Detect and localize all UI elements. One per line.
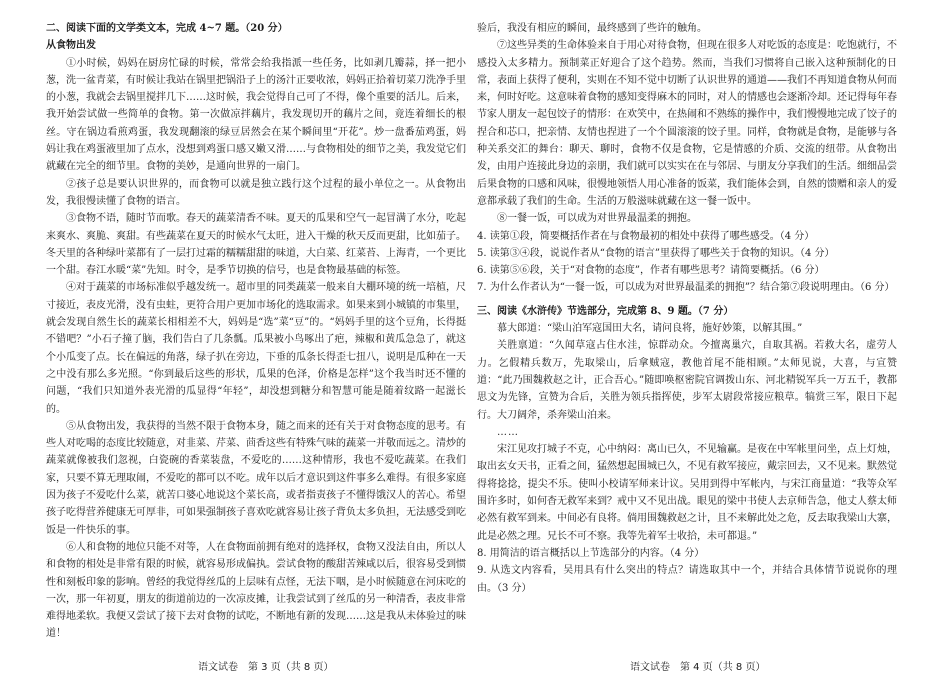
question-6: 6. 读第⑤⑥段，关于“对食物的态度”，作者有哪些思考？请简要概括。（6 分） xyxy=(477,265,825,277)
excerpt-paragraph-2: 关胜禀道：“久闻草寇占住水洼，惊群动众。今擅离巢穴，自取其祸。若救大名，虚劳人力。乞假精兵数万，先取梁山，后拿贼寇，教他首尾不能相顾。”太师见说，大喜，与宣赞道：“此乃围魏救赵之计，正合吾心。”随即唤枢密院官调拨山东、河北精锐军兵一万五千，教都思文为先锋，宣赞为合后，关胜为领兵指挥使，步军太尉段常接应粮草。犒赏三军，限日下起行。大刀阔斧，杀奔梁山泊来。 xyxy=(477,340,897,421)
paragraph-7: ⑦这些异类的生命体验来自于用心对待食物，但现在很多人对吃饭的态度是：吃饱就行，不感投入太多精力。预制菜正好迎合了这个趋势。然而，当我们习惯将自己嵌入这种预制化的日常，表面上获得了便利，实则在不知不觉中切断了认识世界的通道——我们不再知道食物从何而来，何时好吃。这意味着食物的感知变得麻木的同时，对人的情感也会逐渐冷却。还记得每年春节家人朋友一起包饺子的情形：在欢笑中，在热闹和不熟练的操作中，我们慢慢地完成了饺子的捏合和芯口，把亲情、友情也捏进了一个个圆滚滚的饺子里。同样，食物就是食物，是能够与各种关系交汇的舞台：聊天、聊时，食物不仅是食物，它是情感的介质、交流的纽带。从食物出发，由用户连接此身边的亲朋，我们就可以实实在在与邻居、与朋友分享我们的生活。细细品尝后果食物的口感和风味，很慢地领悟人用心准备的饭菜，我们能体会到，自然的馈赠和亲人的爱意都承载了我们的生命。生活的万般滋味就藏在这一餐一饭中。 xyxy=(477,40,897,207)
paragraph-continued: 验后，我没有相应的瞬间，最终感到了些许的触角。 xyxy=(477,23,707,34)
page-footer-left: 语文试卷 第 3 页（共 8 页） xyxy=(198,662,334,673)
paragraph-4: ④对于蔬菜的市场标准似乎越发统一。超市里的同类蔬菜一般来自大棚环境的统一培植，尺寸接近，表皮光滑，没有虫蛀，更符合用户更加市场化的选取需求。如果来到小城镇的市集里，就会发现自然生长的蔬菜长相相差不大，妈妈是“选”菜“豆”的。“妈妈手里的这个豆角，长得挺不错吧？”小石子撞了脑，我们告白了几条瓢。瓜果被小鸟啄出了疤，辣椒和黄瓜急急了，就这个小瓜变了点。长在偏远的角落，绿子扒在旁边，下垂的瓜条长得歪七扭八，说明是瓜种在一天之中没有那么多光照。“你到最后这些的形状，瓜果的色泽，价格是怎样”这个我当时还不懂的问题，“我们只知道外表光滑的瓜显得“年轻”，却没想到糖分和智慧可能是随着纹路一起滋长的。 xyxy=(46,282,466,415)
left-page xyxy=(46,20,466,643)
essay-title: 从食物出发 xyxy=(46,40,96,52)
question-4: 4. 读第①段，简要概括作者在与食物最初的相处中获得了哪些感受。（4 分） xyxy=(477,230,815,242)
paragraph-8: ⑧一餐一饭，可以成为对世界最温柔的拥抱。 xyxy=(497,213,697,225)
paragraph-1: ①小时候，妈妈在厨房忙碌的时候，常常会给我指派一些任务，比如剥几瓣蒜，择一把小葱，洗一盆青菜，有时候让我站在锅里把锅沿子上的汤汁正要收浓，妈妈正拾着切菜刀洗净手里的小葱，我就会去锅里搅拌几下……这时候，我会觉得自己可了不得，像个重要的活儿。后来，我开始尝试做一些简单的食物。第一次做凉拌藕片，我发现切开的藕片之间，竟连着细长的根丝。守在锅边看煎鸡蛋，我发现翻滚的绿豆居然会在某个瞬间里“开花”。炒一盘番茄鸡蛋，妈妈让我在鸡蛋液里加了点水，没想到鸡蛋口感又嫩又滑……与食物相处的细节之美，我发觉它们就藏在完全的细节里。食物的美妙，是通向世界的一扇门。 xyxy=(46,57,466,173)
section-3-title: 三、阅读《水浒传》节选部分，完成第 8、9 题。（7 分） xyxy=(477,305,734,317)
section-title: 二、阅读下面的文学类文本，完成 4~7 题。（20 分） xyxy=(46,23,288,34)
question-5: 5. 读第③④段，说说作者从“食物的语言”里获得了哪些关于食物的知识。（4 分） xyxy=(477,247,835,259)
page-footer-right: 语文试卷 第 4 页（共 8 页） xyxy=(630,662,766,673)
excerpt-ellipsis: …… xyxy=(497,426,519,438)
paragraph-3: ③食物不语，随时节而歌。春天的蔬菜清香不味。夏天的瓜果和空气一起冒满了水分，吃起来爽水、爽脆、爽甜。有些蔬菜在夏天的时候水气太旺，进入干燥的秋天反而更甜，比如茄子。冬天里的各种绿叶菜都有了一层打过霜的糯糯甜甜的味道，大白菜、红菜苔、上海青，一个更比一个甜。春江水暖“菜”先知。时令，是季节切换的信号，也是食物最基础的标签。 xyxy=(46,213,466,277)
question-7: 7. 为什么作者认为“一餐一饭，可以成为对世界最温柔的拥抱”？结合第⑦段说明理由。（6 分） xyxy=(477,282,895,294)
paragraph-2: ②孩子总是要认识世界的，而食物可以就是独立践行这个过程的最小单位之一。从食物出发，我很慢读懂了食物的语言。 xyxy=(46,178,466,207)
excerpt-paragraph-3: 宋江见攻打城子不克，心中纳闷：离山已久，不见输赢。是夜在中军帐里问坐，点上灯烛，取出玄女天书，正看之间，猛然想起围城已久，不见有救军接应，戴宗回去，又不见来。默然觉得将捻捻，提尖不乐。使叫小校请军师来计议。吴用到得中军帐内，与宋江商量道：“我等众军围许多时，如何杳无救军来到？戒中又不见出战。眼见的梁中书使人去京师告急，他丈人蔡太师必然有救军到来。中间必有良将。倘用围魏救赵之计，且不来解此处之危，反去取我梁山大寨，此是必然之理。兄长不可不察。我等先着军士收拾，未可都退。” xyxy=(477,444,897,542)
paragraph-6: ⑥人和食物的地位只能不对等，人在食物面前拥有绝对的选择权，食物又没法自由，所以人和食物的相处是非常有限的时候，就容易形成偏执。尝试食物的酸甜苦辣咸以后，很容易受到惯性和刻板印象的影响。曾经的我觉得丝瓜的上层味有点怪，无法下咽，是小时候随意在河床吃的一次，那一年初夏，朋友的街道前边的一次凉皮摊，让我尝试到了丝瓜的另一种清香，表皮非常难得地柔软。我便又尝试了接下去对食物的试吃，不断地有新的发现……这是我从未体验过的味道！ xyxy=(46,541,466,640)
excerpt-paragraph-1: 慕大郎道：“梁山泊军寇国田大名，请问良将，施好妙策，以解其围。” xyxy=(497,323,803,335)
paragraph-5: ⑤从食物出发，我获得的当然不限于食物本身，随之而来的还有关于对食物态度的思考。有些人对吃喝的态度比较随意，对韭菜、芹菜、茴香这些有特殊气味的蔬菜一并敬而远之。清炒的蔬菜就像被我们忽视，白瓷碗的香菜装盘，不爱吃的……这种情形，我也不爱吃蔬菜。在我们家，只要不算无理取闹，不爱吃的都可以不吃。成年以后才意识到这件事多么难得。有很多家庭因为孩子不爱吃什么菜，就苦口婆心地说这个菜长高，或者指责孩子不懂得饿汉人的苦心。希望孩子吃得营养健康无可厚非，可如果强制孩子喜欢吃就容易让孩子背负太多负担，无法感受到吃饭是一件快乐的事。 xyxy=(46,420,466,536)
right-page xyxy=(477,20,897,597)
question-9: 9. 从选文内容看，吴用具有什么突出的特点？请选取其中一个，并结合具体情节说说你的理由。（3 分） xyxy=(477,565,897,594)
question-8: 8. 用简洁的语言概括以上节选部分的内容。（4 分） xyxy=(477,547,705,559)
